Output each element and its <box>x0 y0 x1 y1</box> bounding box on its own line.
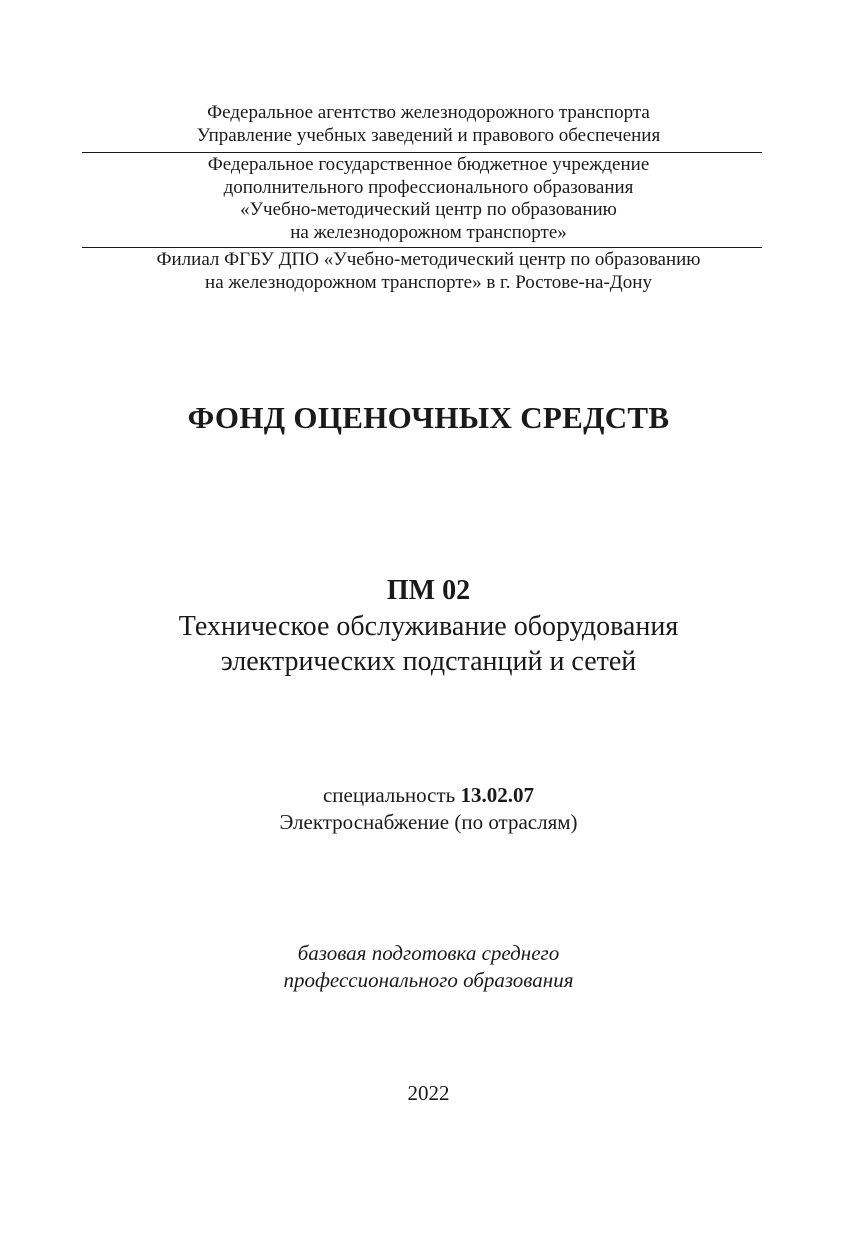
agency-line: Федеральное агентство железнодорожного транспорта <box>207 102 650 123</box>
specialty-code: 13.02.07 <box>460 783 534 807</box>
module-name-line: Техническое обслуживание оборудования <box>178 611 679 642</box>
education-level-line: профессионального образования <box>283 968 574 992</box>
education-level-line: базовая подготовка среднего <box>297 941 560 965</box>
institution-line: «Учебно-методический центр по образованию <box>240 199 617 220</box>
education-level-block <box>0 940 857 994</box>
institution-line: дополнительного профессионального образования <box>223 176 634 198</box>
specialty-name: Электроснабжение (по отраслям) <box>279 810 578 834</box>
module-code: ПМ 02 <box>386 575 471 606</box>
publication-year: 2022 <box>407 1081 450 1105</box>
module-block <box>0 573 857 679</box>
header-divider-bottom <box>82 247 762 248</box>
institution-block <box>0 154 857 244</box>
document-title: ФОНД ОЦЕНОЧНЫХ СРЕДСТВ <box>187 400 670 435</box>
institution-line: на железнодорожном транспорте» <box>290 221 567 243</box>
institution-line: Федеральное государственное бюджетное учреждение <box>207 154 650 175</box>
module-name-line: электрических подстанций и сетей <box>220 646 637 677</box>
specialty-line <box>0 782 857 809</box>
branch-line: на железнодорожном транспорте» в г. Ростове-на-Дону <box>205 271 652 293</box>
header-divider-top <box>82 152 762 153</box>
specialty-label: специальность <box>322 783 456 807</box>
agency-line: Управление учебных заведений и правового обеспечения <box>196 124 661 146</box>
branch-block <box>0 249 857 294</box>
branch-line: Филиал ФГБУ ДПО «Учебно-методический центр по образованию <box>156 249 701 270</box>
agency-block <box>0 102 857 147</box>
specialty-block <box>0 782 857 836</box>
